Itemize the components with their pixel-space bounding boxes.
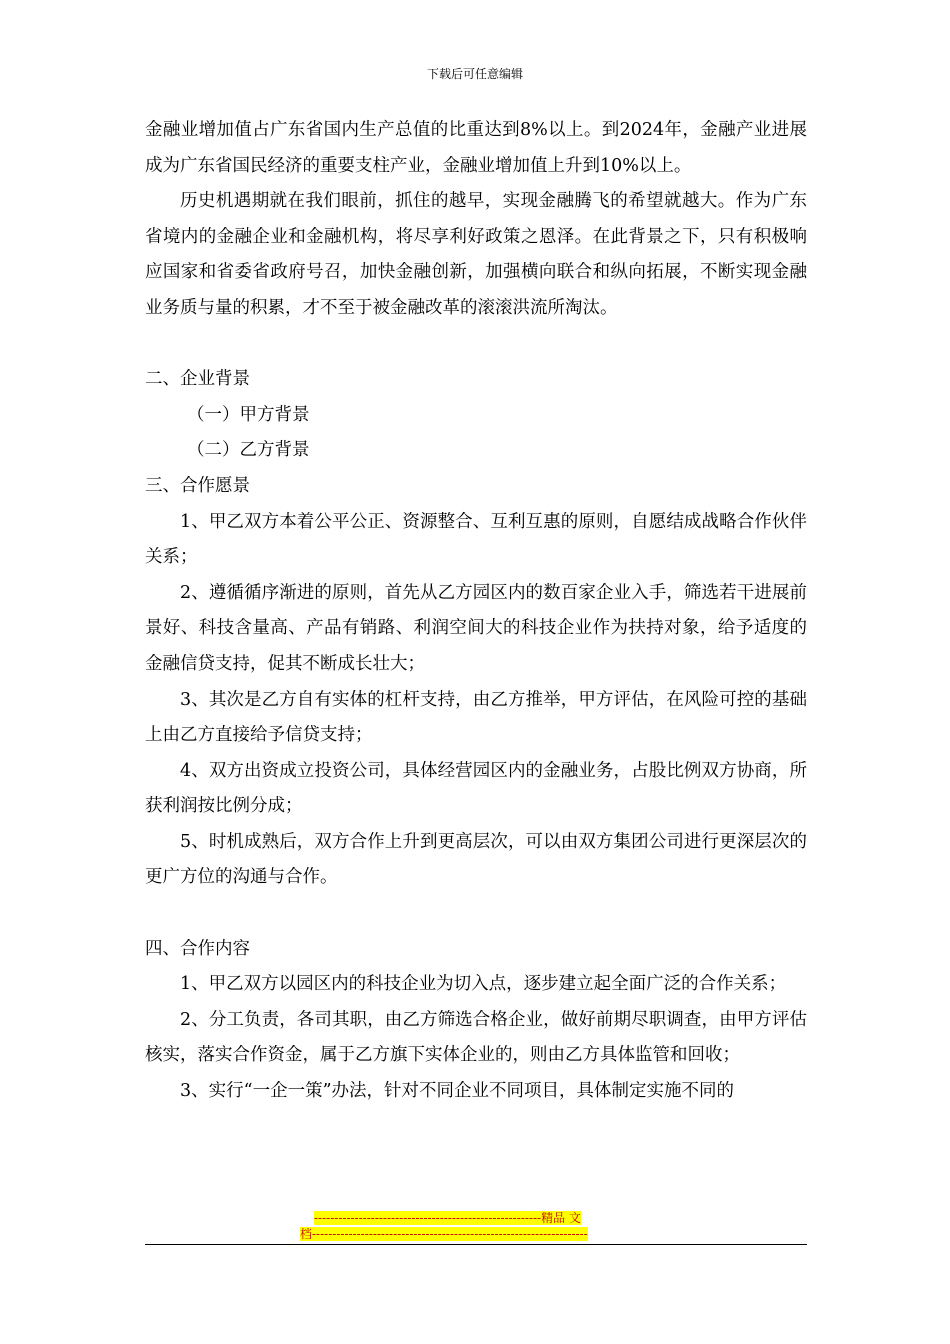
content-item-2: 2、分工负责，各司其职，由乙方筛选合格企业，做好前期尽职调查，由甲方评估核实，落实合作资金，属于乙方旗下实体企业的，则由乙方具体监管和回收； [145, 1009, 807, 1066]
content-item-1: 1、甲乙双方以园区内的科技企业为切入点，逐步建立起全面广泛的合作关系； [180, 974, 787, 995]
blank-line [145, 327, 807, 363]
vision-item-1: 1、甲乙双方本着公平公正、资源整合、互利互惠的原则，自愿结成战略合作伙伴关系； [145, 511, 807, 568]
subheading-party-a: （一）甲方背景 [187, 404, 310, 425]
page-header: 下载后可任意编辑 [426, 67, 523, 81]
subheading-party-b: （二）乙方背景 [187, 440, 310, 461]
paragraph-opportunity: 历史机遇期就在我们眼前，抓住的越早，实现金融腾飞的希望就越大。作为广东省境内的金融企业和金融机构，将尽享利好政策之恩泽。在此背景之下，只有积极响应国家和省委省政府号召，加快金融创新，加强横向联合和纵向拓展，不断实现金融业务质与量的积累，才不至于被金融改革的滚滚洪流所淘汰。 [145, 191, 807, 318]
vision-item-3: 3、其次是乙方自有实体的杠杆支持，由乙方推举，甲方评估，在风险可控的基础上由乙方直接给予信贷支持； [145, 689, 807, 746]
document-body [145, 113, 807, 1110]
footer-rule [145, 1244, 807, 1245]
section-heading-content: 四、合作内容 [145, 938, 250, 959]
vision-item-4: 4、双方出资成立投资公司，具体经营园区内的金融业务，占股比例双方协商，所获利润按比例分成； [145, 760, 807, 817]
vision-item-5: 5、时机成熟后，双方合作上升到更高层次，可以由双方集团公司进行更深层次的更广方位的沟通与合作。 [145, 831, 807, 888]
section-heading-vision: 三、合作愿景 [145, 475, 250, 496]
section-heading-background: 二、企业背景 [145, 369, 250, 390]
paragraph-finance-ratio: 金融业增加值占广东省国内生产总值的比重达到8%以上。到2024年，金融产业进展成为广东省国民经济的重要支柱产业，金融业增加值上升到10%以上。 [145, 120, 807, 176]
content-item-3: 3、实行“一企一策”办法，针对不同企业不同项目，具体制定实施不同的 [180, 1081, 735, 1102]
footer-line-2: 档-------------------------------------------------------------------- [300, 1227, 588, 1241]
blank-line [145, 896, 807, 932]
vision-item-2: 2、遵循循序渐进的原则，首先从乙方园区内的数百家企业入手，筛选若干进展前景好、科技含量高、产品有销路、利润空间大的科技企业作为扶持对象，给予适度的金融信贷支持，促其不断成长壮大； [145, 582, 807, 674]
page-footer [300, 1210, 650, 1242]
footer-line-1: --------------------------------------------------------精品 文 [314, 1211, 581, 1225]
